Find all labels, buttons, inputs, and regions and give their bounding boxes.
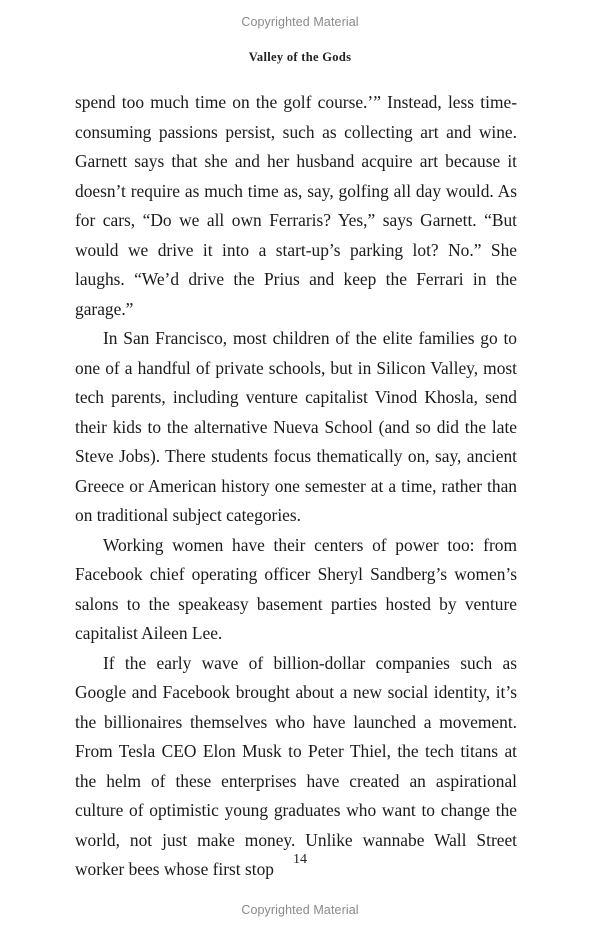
running-head: Valley of the Gods: [248, 50, 352, 64]
copyright-watermark-bottom: Copyrighted Material: [241, 903, 359, 917]
copyright-watermark-top: Copyrighted Material: [241, 15, 359, 29]
paragraph-1: spend too much time on the golf course.’” Instead, less time-consuming passions persist, such as collecting art and wine. Garnett says that she and her husband acquire art because it doesn’t require as much time as, say, golfing all day would. As for cars, “Do we all own Ferraris? Yes,” says Garnett. “But would we drive it into a start-up’s parking lot? No.” She laughs. “We’d drive the Prius and keep the Ferrari in the garage.”: [75, 92, 517, 319]
paragraph-4: If the early wave of billion-dollar companies such as Google and Facebook brought about a new social identity, it’s the billionaires themselves who have launched a movement. From Tesla CEO Elon Musk to Peter Thiel, the tech titans at the helm of these enterprises have created an aspirational culture of optimistic young graduates who want to change the world, not just make money. Unlike wannabe Wall Street worker bees whose first stop: [75, 652, 517, 879]
page-number: 14: [293, 852, 307, 867]
paragraph-2: In San Francisco, most children of the elite families go to one of a handful of private schools, but in Silicon Valley, most tech parents, including venture capitalist Vinod Khosla, send their kids to the alternative Nueva School (and so did the late Steve Jobs). There students focus thematically on, say, ancient Greece or American history one semester at a time, rather than on traditional subject categories.: [75, 328, 517, 525]
body-text: [75, 88, 517, 885]
paragraph-3: Working women have their centers of power too: from Facebook chief operating officer Sheryl Sandberg’s women’s salons to the speakeasy basement parties hosted by venture capitalist Aileen Lee.: [75, 534, 517, 643]
